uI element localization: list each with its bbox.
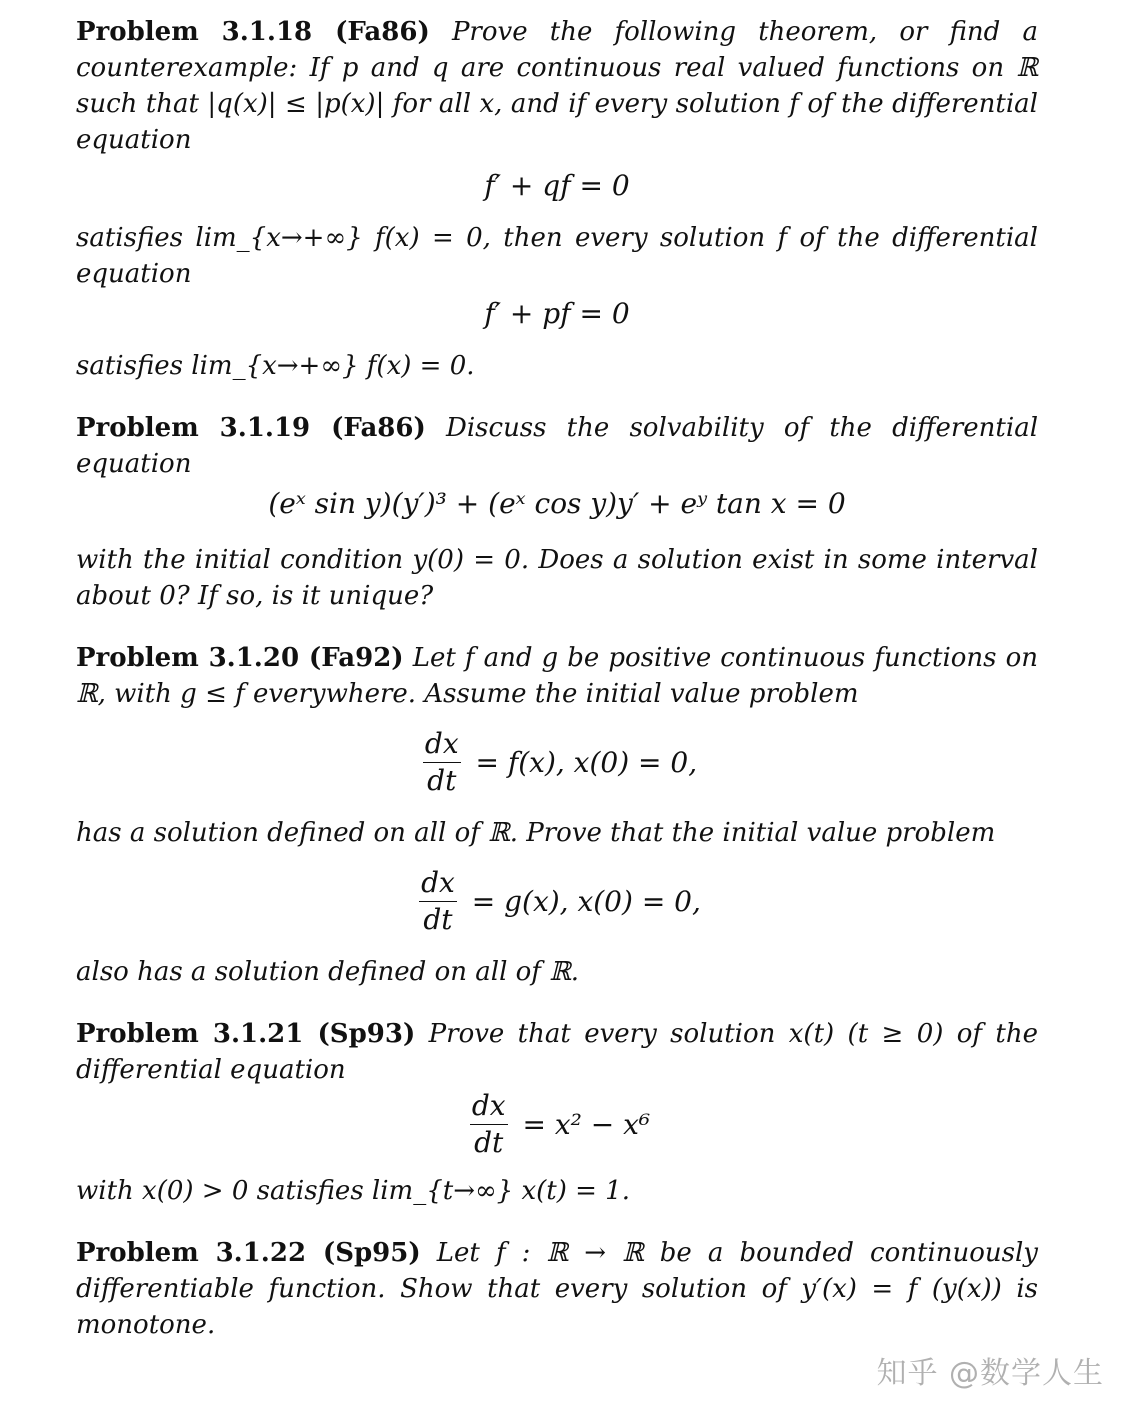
watermark: 知乎 @数学人生 xyxy=(876,1356,1104,1391)
problem-page xyxy=(76,14,1038,1343)
problem-text: satisfies lim_{x→+∞} f(x) = 0, then every solution f of the differential equation xyxy=(76,223,1038,289)
fraction-denominator: dt xyxy=(423,903,453,936)
problem-3-1-20 xyxy=(76,640,1038,712)
problem-3-1-19 xyxy=(76,410,1038,482)
fraction xyxy=(419,865,457,938)
equation: f′ + pf = 0 xyxy=(484,297,630,330)
problem-text: has a solution defined on all of ℝ. Prove that the initial value problem xyxy=(76,818,996,848)
fraction xyxy=(423,726,461,799)
problem-text: Discuss the solvability of the differential equation xyxy=(76,413,1039,479)
problem-text: Prove that every solution x(t) (t ≥ 0) of the differential equation xyxy=(76,1019,1038,1085)
problem-text: with the initial condition y(0) = 0. Does a solution exist in some interval about 0? If so, is it unique? xyxy=(76,545,1038,611)
equation xyxy=(76,726,1038,799)
problem-text: Let f and g be positive continuous functions on ℝ, with g ≤ f everywhere. Assume the initial value problem xyxy=(76,643,1038,709)
problem-text: with x(0) > 0 satisfies lim_{t→∞} x(t) = 1. xyxy=(76,1176,630,1206)
equation-rest: = f(x), x(0) = 0, xyxy=(475,746,698,779)
problem-heading: Problem 3.1.18 (Fa86) xyxy=(76,17,430,47)
fraction-numerator: dx xyxy=(423,726,461,763)
problem-heading: Problem 3.1.22 (Sp95) xyxy=(76,1238,421,1268)
equation-rest: = g(x), x(0) = 0, xyxy=(471,885,701,918)
problem-text: Prove the following theorem, or find a counterexample: If p and q are continuous real valued functions on ℝ such that |q(x)| ≤ |p(x)| for all x, and if every solution f of the differential equation xyxy=(76,17,1038,155)
equation xyxy=(76,865,1038,938)
problem-heading: Problem 3.1.19 (Fa86) xyxy=(76,413,426,443)
equation: (eˣ sin y)(y′)³ + (eˣ cos y)y′ + eʸ tan x = 0 xyxy=(268,487,846,520)
fraction-denominator: dt xyxy=(427,764,457,797)
problem-text: satisfies lim_{x→+∞} f(x) = 0. xyxy=(76,351,475,381)
equation-rest: = x² − x⁶ xyxy=(522,1108,651,1141)
problem-3-1-18 xyxy=(76,14,1038,158)
problem-heading: Problem 3.1.20 (Fa92) xyxy=(76,643,404,673)
equation xyxy=(76,1088,1038,1161)
fraction-numerator: dx xyxy=(419,865,457,902)
equation: f′ + qf = 0 xyxy=(484,169,630,202)
fraction xyxy=(470,1088,508,1161)
problem-text: Let f : ℝ → ℝ be a bounded continuously differentiable function. Show that every solution of y′(x) = f (y(x)) is monotone. xyxy=(76,1238,1038,1340)
fraction-denominator: dt xyxy=(474,1126,504,1159)
problem-3-1-21 xyxy=(76,1016,1038,1088)
problem-heading: Problem 3.1.21 (Sp93) xyxy=(76,1019,416,1049)
problem-3-1-22 xyxy=(76,1235,1038,1343)
problem-text: also has a solution defined on all of ℝ. xyxy=(76,957,580,987)
fraction-numerator: dx xyxy=(470,1088,508,1125)
